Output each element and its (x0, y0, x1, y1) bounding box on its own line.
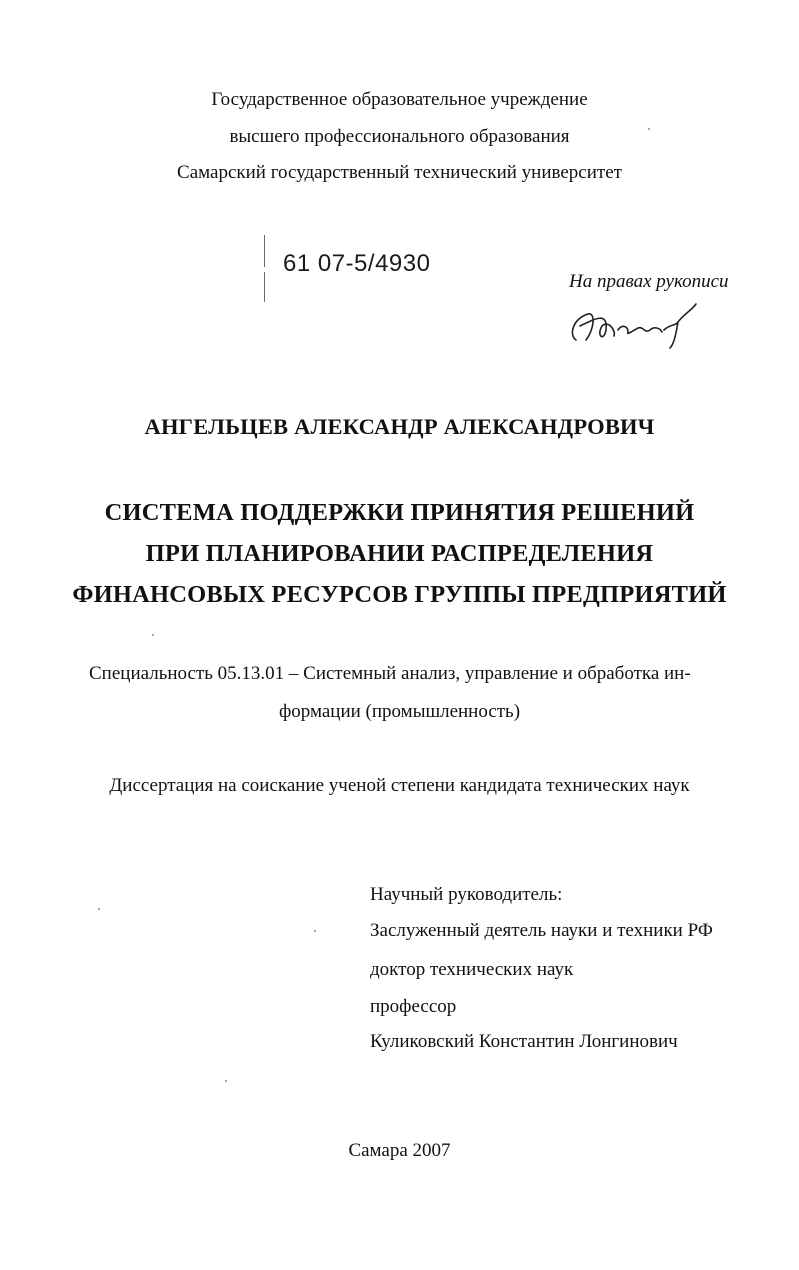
specialty-line-1: Специальность 05.13.01 – Системный анализ, управление и обработка ин- (89, 663, 691, 684)
thesis-title-line-1: СИСТЕМА ПОДДЕРЖКИ ПРИНЯТИЯ РЕШЕНИЙ (104, 499, 695, 526)
stamp-rule-top (264, 235, 265, 267)
manuscript-rights-label: На правах рукописи (569, 271, 729, 292)
institution-line-1: Государственное образовательное учреждение (211, 89, 588, 110)
scan-speck (98, 908, 100, 910)
author-name: АНГЕЛЬЦЕВ АЛЕКСАНДР АЛЕКСАНДРОВИЧ (144, 414, 655, 439)
scan-speck (648, 128, 650, 130)
specialty-line-2: формации (промышленность) (278, 701, 521, 722)
institution-line-3: Самарский государственный технический университет (177, 162, 622, 183)
institution-line-2: высшего профессионального образования (229, 126, 570, 147)
dissertation-statement: Диссертация на соискание ученой степени кандидата технических наук (109, 775, 690, 796)
advisor-label: Научный руководитель: (370, 884, 563, 905)
library-stamp-code: 61 07-5/4930 (283, 250, 431, 277)
advisor-name: Куликовский Константин Лонгинович (370, 1031, 678, 1052)
stamp-rule-bottom (264, 272, 265, 302)
scan-speck (152, 634, 154, 636)
advisor-degree: доктор технических наук (370, 959, 574, 980)
scan-speck (225, 1080, 227, 1082)
advisor-rank: профессор (370, 996, 457, 1017)
city-year: Самара 2007 (348, 1140, 451, 1161)
advisor-honor: Заслуженный деятель науки и техники РФ (370, 920, 713, 941)
handwritten-signature (566, 300, 706, 350)
thesis-title-line-2: ПРИ ПЛАНИРОВАНИИ РАСПРЕДЕЛЕНИЯ (145, 540, 654, 567)
thesis-title-line-3: ФИНАНСОВЫХ РЕСУРСОВ ГРУППЫ ПРЕДПРИЯТИЙ (72, 581, 727, 608)
scan-speck (314, 930, 316, 932)
